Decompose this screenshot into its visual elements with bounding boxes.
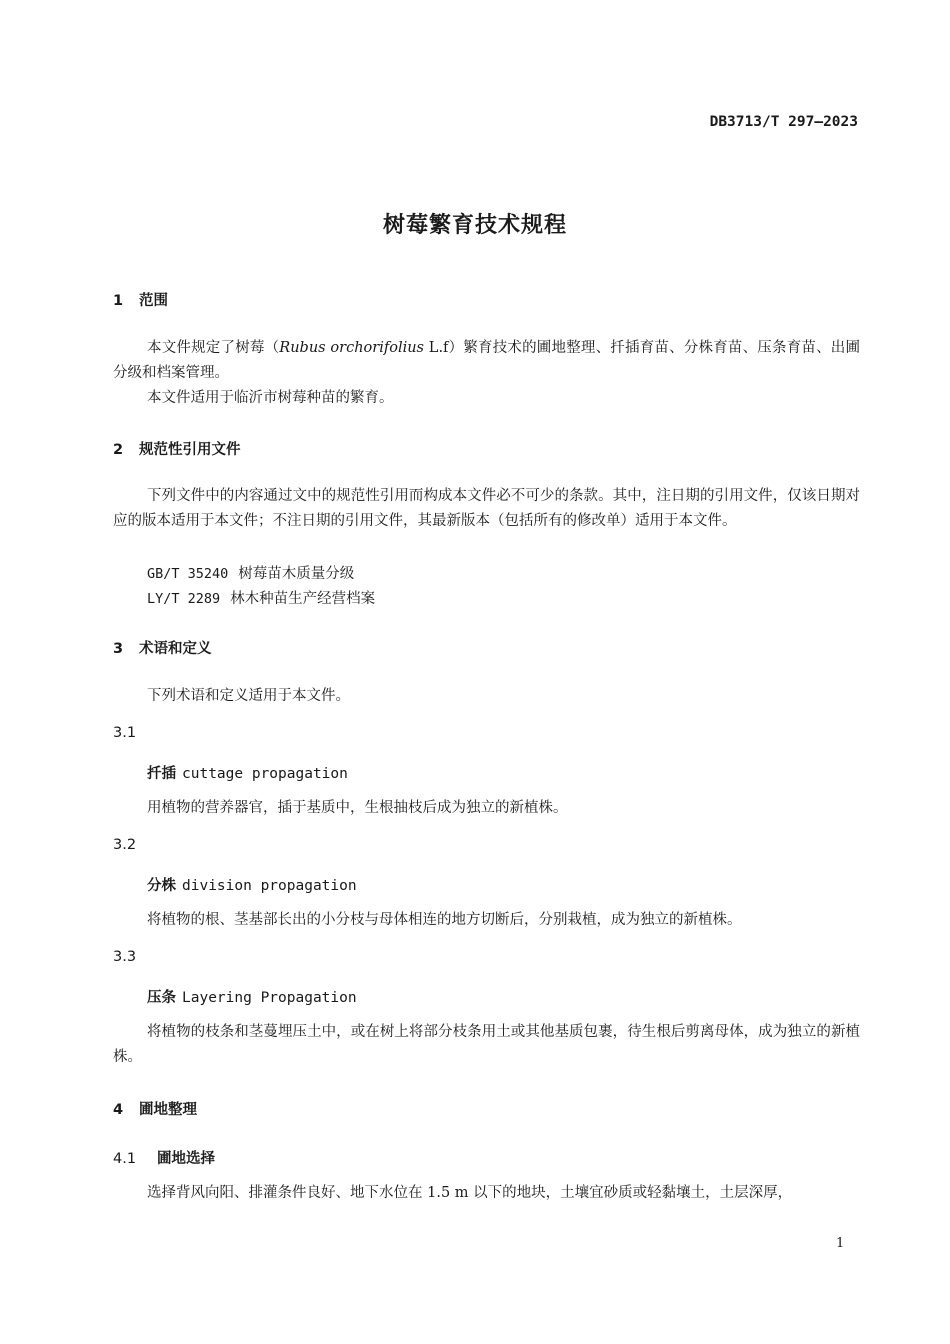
- term-heading: [147, 762, 348, 783]
- section-number: 1: [113, 293, 124, 309]
- section-1-heading: [113, 289, 168, 310]
- term-number: 3.3: [113, 949, 137, 965]
- term-heading: [147, 986, 357, 1007]
- term-heading: [147, 874, 357, 895]
- section-1-paragraph-2: 本文件适用于临沂市树莓种苗的繁育。: [147, 390, 394, 406]
- section-1-paragraph-1: [113, 336, 860, 386]
- term-zh: 扦插: [147, 766, 176, 782]
- section-number: 4: [113, 1102, 124, 1118]
- section-2-paragraph: 下列文件中的内容通过文中的规范性引用而构成本文件必不可少的条款。其中，注日期的引用文件，仅该日期对应的版本适用于本文件；不注日期的引用文件，其最新版本（包括所有的修改单）适用于本文件。: [113, 488, 860, 529]
- reference-item: [147, 587, 375, 608]
- term-zh: 压条: [147, 990, 176, 1006]
- section-title: 范围: [139, 293, 168, 309]
- section-number: 2: [113, 442, 124, 458]
- subsection-4-1-paragraph: 选择背风向阳、排灌条件良好、地下水位在 1.5 m 以下的地块，土壤宜砂质或轻黏壤土，土层深厚，: [147, 1185, 793, 1201]
- section-title: 术语和定义: [139, 641, 212, 657]
- term-number: 3.1: [113, 725, 137, 741]
- reference-title: 树莓苗木质量分级: [238, 566, 355, 582]
- section-2-heading: [113, 438, 241, 459]
- section-3-heading: [113, 637, 212, 658]
- term-zh: 分株: [147, 878, 176, 894]
- term-number: 3.2: [113, 837, 137, 853]
- section-number: 3: [113, 641, 124, 657]
- term-definition: 用植物的营养器官，插于基质中，生根抽枝后成为独立的新植株。: [147, 800, 568, 816]
- reference-code: LY/T 2289: [147, 591, 221, 607]
- subsection-4-1-heading: [113, 1147, 215, 1168]
- page-number: 1: [836, 1236, 845, 1251]
- term-en: cuttage propagation: [182, 766, 348, 782]
- reference-title: 林木种苗生产经营档案: [230, 591, 376, 607]
- reference-item: [147, 562, 354, 583]
- text-run: 本文件规定了树莓（: [147, 340, 280, 356]
- term-en: Layering Propagation: [182, 990, 357, 1006]
- subsection-title: 圃地选择: [157, 1151, 215, 1167]
- section-4-heading: [113, 1098, 197, 1119]
- term-definition: 将植物的枝条和茎蔓埋压土中，或在树上将部分枝条用土或其他基质包裹，待生根后剪离母体，成为独立的新植株。: [113, 1024, 860, 1065]
- subsection-number: 4.1: [113, 1151, 137, 1167]
- standard-code: DB3713/T 297—2023: [709, 114, 858, 130]
- document-title: 树莓繁育技术规程: [382, 213, 567, 238]
- section-title: 规范性引用文件: [139, 442, 241, 458]
- section-3-intro: 下列术语和定义适用于本文件。: [147, 688, 350, 704]
- section-title: 圃地整理: [139, 1102, 197, 1118]
- term-en: division propagation: [182, 878, 357, 894]
- term-definition: 将植物的根、茎基部长出的小分枝与母体相连的地方切断后，分别栽植，成为独立的新植株。: [147, 912, 742, 928]
- latin-name: Rubus orchorifolius: [279, 340, 424, 356]
- reference-code: GB/T 35240: [147, 566, 229, 582]
- text-run: L.f）繁育技术的圃地整理、扦插育苗、分株育苗、压条育苗、出圃分级和档案管理。: [113, 340, 860, 381]
